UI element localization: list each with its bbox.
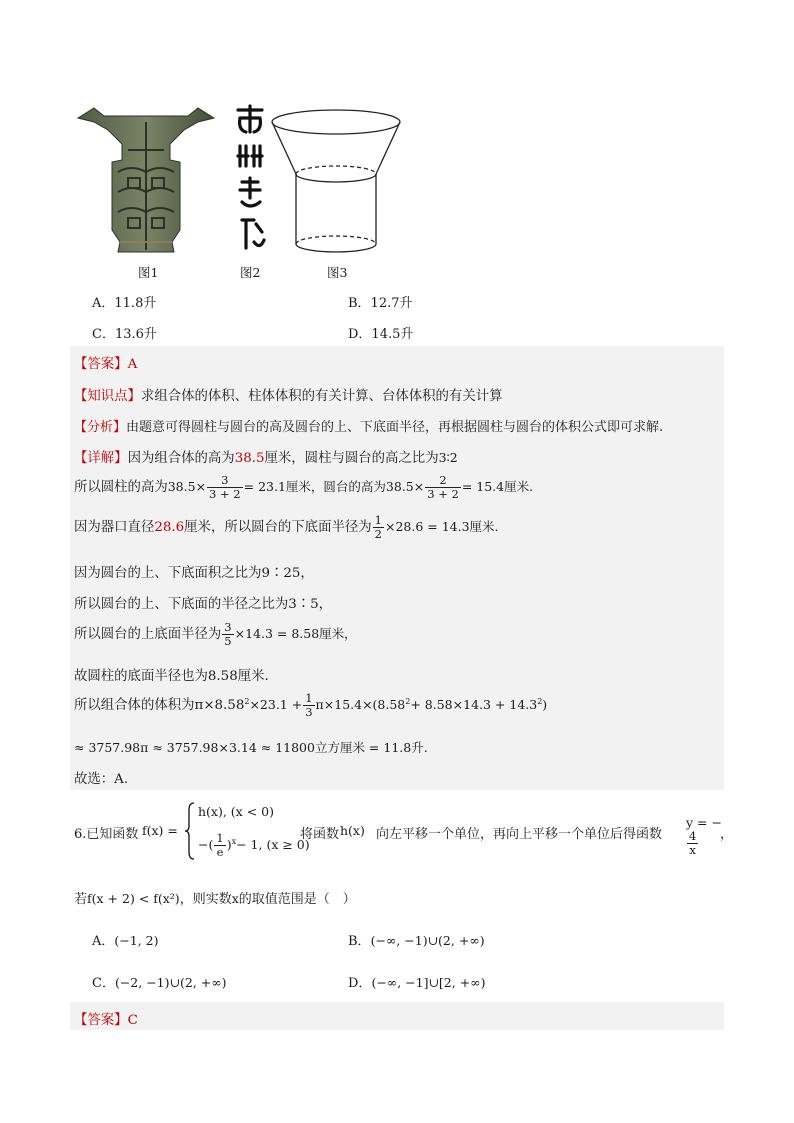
question-6-stem (74, 800, 734, 864)
detail-math: − (198, 837, 209, 853)
detail-math: π×15.4×(8.58 (315, 697, 406, 713)
answer-tag: 【答案】 (74, 357, 128, 372)
option-letter: C． (92, 976, 115, 991)
figure-3-label: 图3 (327, 265, 348, 280)
answer-2-value: C (127, 1013, 138, 1028)
detail-line-1 (74, 447, 458, 466)
q6-option-b (348, 930, 485, 949)
q6-stem-text: 的取值范围是（ ） (238, 892, 356, 907)
detail-math: = 15.4厘米. (461, 479, 534, 495)
figure-2-label: 图2 (240, 265, 261, 280)
fraction (687, 830, 698, 857)
detail-line-4: 因为圆台的上、下底面积之比为9∶25， (74, 566, 314, 581)
knowledge-tag: 【知识点】 (74, 389, 141, 404)
numerator: 2 (425, 474, 461, 488)
detail-tag: 【详解】 (74, 451, 128, 466)
analysis-tag: 【分析】 (74, 420, 127, 435)
fraction (425, 474, 461, 501)
brace-icon (184, 802, 196, 860)
detail-line-3 (74, 514, 499, 541)
prev-option-d: D．14.5升 (348, 327, 414, 342)
detail-math: 38.5× (385, 479, 425, 495)
figure-2-inscription (232, 102, 268, 254)
numerator: 1 (374, 513, 382, 527)
question-6-line-2 (74, 888, 356, 907)
detail-line-10: 故选：A. (74, 772, 129, 787)
option-value: (−1, 2) (114, 933, 159, 948)
detail-line-9: ≈ 3757.98π ≈ 3757.98×3.14 ≈ 11800立方厘米 = 11.8升. (74, 740, 428, 755)
detail-text: 所以圆台的上底面半径为 (74, 627, 222, 643)
analysis-line (74, 416, 663, 435)
detail-math: = 23.1厘米，圆台的高为 (243, 479, 386, 495)
numerator: 4 (689, 829, 697, 843)
detail-line-8 (74, 692, 547, 719)
detail-line-2 (74, 474, 533, 501)
denominator: 5 (224, 634, 232, 649)
detail-line-5: 所以圆台的上、下底面的半径之比为3∶5， (74, 597, 333, 612)
denominator: 2 (374, 527, 382, 542)
knowledge-text: 求组合体的体积、柱体体积的有关计算、台体体积的有关计算 (140, 389, 503, 404)
denominator: x (689, 843, 696, 858)
figure-3-cylinder-frustum (268, 102, 404, 258)
case-1: h(x), (x < 0) (198, 804, 274, 819)
q6-stem-text: 向左平移一个单位，再向上平移一个单位后得函数 (376, 827, 663, 842)
option-value: (−∞, −1)∪(2, +∞) (370, 933, 485, 948)
answer-line (74, 353, 137, 372)
variable-x: x (231, 891, 239, 906)
figure-1-label: 图1 (138, 265, 159, 280)
detail-math: 38.5× (167, 479, 207, 495)
exponent: 2 (537, 696, 543, 706)
detail-text: 厘米，所以圆台的下底面半径为 (184, 520, 372, 536)
function-expression: f(x) = (142, 823, 178, 838)
denominator: e (216, 845, 224, 860)
q6-stem-text: ，则实数 (179, 892, 232, 907)
numerator: 1 (305, 691, 313, 705)
detail-math: y = − (686, 815, 722, 830)
q6-option-c (92, 972, 227, 991)
detail-line-7: 故圆柱的底面半径也为8.58厘米. (74, 669, 269, 684)
analysis-text: 由题意可得圆柱与圆台的高及圆台的上、下底面半径，再根据圆柱与圆台的体积公式即可求解. (126, 420, 664, 435)
numerator: 3 (207, 474, 243, 488)
knowledge-line (74, 385, 503, 404)
detail-value: 38.5 (234, 451, 265, 466)
detail-math: ×28.6 = 14.3厘米. (384, 519, 499, 535)
q6-stem-text: 将函数 (300, 827, 340, 842)
detail-text: 厘米，圆柱与圆台的高之比为 (264, 451, 439, 466)
q6-option-a (92, 930, 158, 949)
figure-1-bronze-vessel (72, 100, 220, 260)
denominator: 3 + 2 (427, 487, 459, 502)
detail-math: + 8.58×14.3 + 14.3 (410, 697, 538, 713)
q6-option-d (348, 972, 485, 991)
exponent: 2 (405, 696, 411, 706)
option-letter: B． (348, 934, 371, 949)
detail-text: 所以圆柱的高为 (74, 480, 168, 496)
option-value: (−∞, −1]∪[2, +∞) (371, 975, 486, 990)
option-value: (−2, −1)∪(2, +∞) (114, 975, 227, 990)
detail-math: 所以组合体的体积为π×8.58 (74, 698, 245, 714)
option-letter: D． (348, 976, 372, 991)
exponent: x (231, 837, 237, 847)
answer-2-line (74, 1009, 138, 1028)
detail-math: − 1, (x ≥ 0) (236, 837, 310, 853)
denominator: 3 + 2 (209, 487, 241, 502)
detail-math: ×23.1 + (249, 697, 303, 713)
prev-option-c: C．13.6升 (92, 327, 157, 342)
fraction (222, 621, 233, 648)
fraction (373, 514, 384, 541)
detail-math: ) (542, 697, 548, 713)
detail-math: 3∶2 (438, 450, 458, 465)
detail-line-6 (74, 621, 357, 648)
function-h: h(x) (340, 823, 365, 838)
detail-text: 因为器口直径 (74, 520, 155, 536)
denominator: 3 (305, 705, 313, 720)
q6-stem-text: ， (720, 827, 734, 842)
option-letter: A． (92, 934, 115, 949)
detail-text: 因为组合体的高为 (127, 451, 235, 466)
detail-math: ×14.3 = 8.58厘米， (234, 626, 357, 642)
prev-option-a: A．11.8升 (92, 296, 157, 311)
inequality: f(x + 2) < f(x²) (87, 891, 180, 906)
fraction (207, 474, 243, 501)
prev-option-b: B．12.7升 (348, 296, 413, 311)
answer-value: A (127, 357, 138, 372)
detail-value: 28.6 (154, 520, 185, 536)
exponent: 2 (244, 696, 250, 706)
answer-2-panel (70, 1002, 724, 1030)
answer-2-tag: 【答案】 (74, 1013, 128, 1028)
case-2: −( $\frac{1}{e}$ )$^x$− 1, (x ≥ 0) (198, 831, 310, 860)
fraction (303, 692, 314, 719)
numerator: 3 (224, 620, 232, 634)
q6-stem-text: 若 (74, 892, 88, 907)
numerator: 1 (216, 831, 224, 845)
q6-stem-text: 6.已知函数 (74, 827, 139, 842)
fraction (214, 832, 225, 859)
